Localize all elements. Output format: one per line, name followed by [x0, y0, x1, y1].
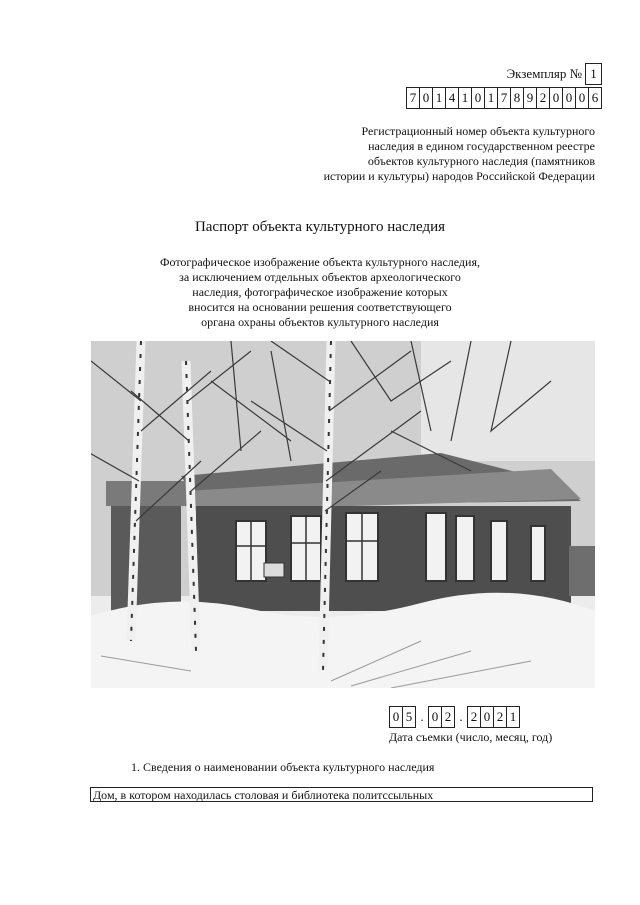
registration-number	[406, 87, 602, 109]
photo-caption-line: вносится на основании решения соответствующего	[188, 300, 452, 314]
registration-digit: 8	[511, 87, 524, 109]
date-digit: 1	[507, 706, 520, 728]
date-separator: .	[420, 709, 424, 724]
registration-digit: 9	[524, 87, 537, 109]
registration-digit: 0	[576, 87, 589, 109]
date-digit: 0	[428, 706, 442, 728]
registration-caption-line: наследия в едином государственном реестре	[368, 139, 595, 153]
registration-digit: 1	[459, 87, 472, 109]
registration-digit: 0	[550, 87, 563, 109]
copy-label: Экземпляр №	[506, 66, 582, 81]
registration-caption-line: истории и культуры) народов Российской Федерации	[323, 169, 595, 183]
photo-caption-line: Фотографическое изображение объекта культурного наследия,	[160, 255, 480, 269]
registration-digit: 1	[485, 87, 498, 109]
photo-caption-line: органа охраны объектов культурного наследия	[201, 315, 439, 329]
object-name-field: Дом, в котором находилась столовая и библиотека политссыльных	[90, 787, 593, 802]
registration-digit: 0	[472, 87, 485, 109]
section-1-heading: 1. Сведения о наименовании объекта культурного наследия	[131, 760, 435, 774]
registration-caption	[255, 124, 595, 184]
date-month	[428, 706, 455, 728]
date-day	[389, 706, 416, 728]
photo-caption-line: за исключением отдельных объектов археологического	[179, 270, 461, 284]
registration-digit: 1	[433, 87, 446, 109]
copy-number-row	[507, 63, 602, 85]
building-photo	[91, 341, 595, 688]
page-title: Паспорт объекта культурного наследия	[194, 219, 446, 235]
shoot-date	[389, 706, 520, 728]
registration-digit: 2	[537, 87, 550, 109]
date-digit: 2	[467, 706, 481, 728]
photo-caption-line: наследия, фотографическое изображение которых	[192, 285, 448, 299]
photo-caption	[120, 255, 520, 330]
date-year	[467, 706, 520, 728]
registration-digit: 0	[420, 87, 433, 109]
registration-digit: 4	[446, 87, 459, 109]
date-caption: Дата съемки (число, месяц, год)	[389, 730, 553, 744]
date-digit: 2	[494, 706, 507, 728]
registration-digit: 6	[589, 87, 602, 109]
registration-caption-line: объектов культурного наследия (памятников	[367, 154, 595, 168]
copy-number-box: 1	[585, 63, 602, 85]
date-digit: 0	[481, 706, 494, 728]
registration-digit: 7	[406, 87, 420, 109]
registration-digit: 0	[563, 87, 576, 109]
date-digit: 0	[389, 706, 403, 728]
date-digit: 2	[442, 706, 455, 728]
winter-house-photo	[91, 341, 595, 688]
date-digit: 5	[403, 706, 416, 728]
date-separator: .	[459, 709, 463, 724]
registration-digit: 7	[498, 87, 511, 109]
registration-caption-line: Регистрационный номер объекта культурного	[361, 124, 595, 138]
